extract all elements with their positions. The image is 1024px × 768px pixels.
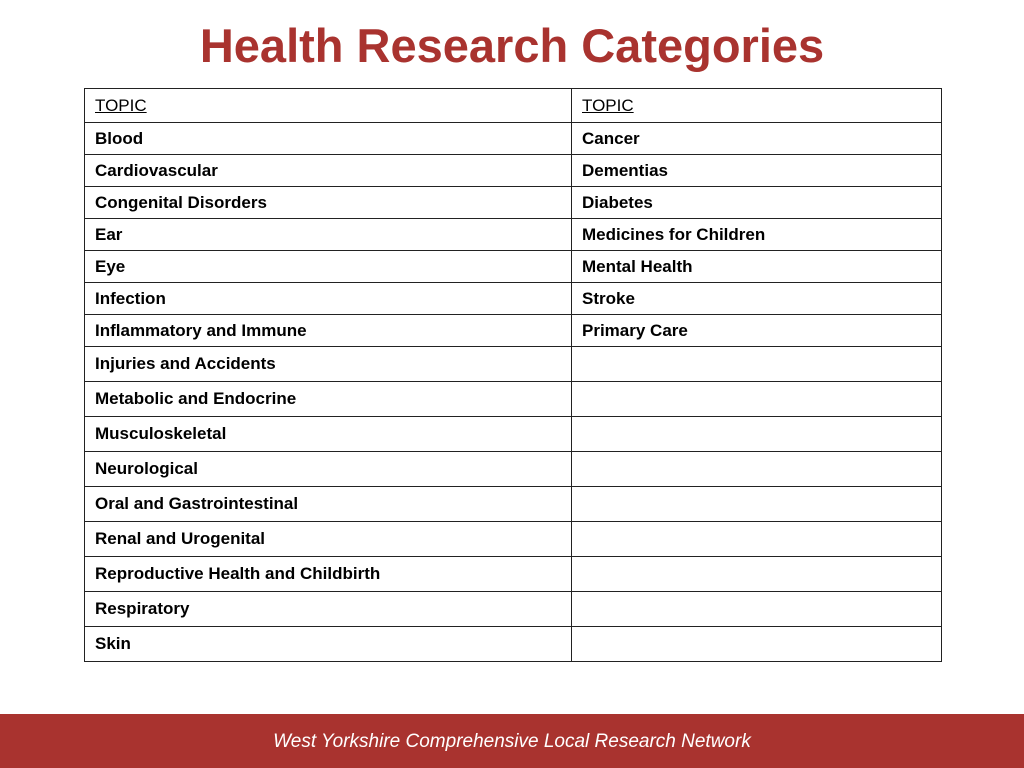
table-row [85, 219, 942, 251]
table-cell: Congenital Disorders [85, 187, 572, 219]
table-cell: Metabolic and Endocrine [85, 382, 572, 417]
table-cell: Injuries and Accidents [85, 347, 572, 382]
table-cell: Reproductive Health and Childbirth [85, 557, 572, 592]
table-row [85, 627, 942, 662]
table-cell: Infection [85, 283, 572, 315]
table-cell [572, 487, 942, 522]
table-cell: Skin [85, 627, 572, 662]
table-cell [572, 627, 942, 662]
table-header-row [85, 89, 942, 123]
table-cell: Renal and Urogenital [85, 522, 572, 557]
table-row [85, 557, 942, 592]
table-cell: Respiratory [85, 592, 572, 627]
table-row [85, 452, 942, 487]
table-cell [572, 452, 942, 487]
slide-title: Health Research Categories [199, 19, 825, 72]
column-header-topic-2: TOPIC [572, 89, 942, 123]
table-cell: Eye [85, 251, 572, 283]
table-cell: Dementias [572, 155, 942, 187]
table-cell [572, 522, 942, 557]
table-cell: Neurological [85, 452, 572, 487]
table-cell: Oral and Gastrointestinal [85, 487, 572, 522]
table-row [85, 522, 942, 557]
table-cell: Cardiovascular [85, 155, 572, 187]
table-cell: Blood [85, 123, 572, 155]
column-header-topic-1: TOPIC [85, 89, 572, 123]
table-row [85, 347, 942, 382]
table-row [85, 123, 942, 155]
topics-table [84, 88, 942, 662]
table-cell: Inflammatory and Immune [85, 315, 572, 347]
table-cell: Medicines for Children [572, 219, 942, 251]
table-cell: Musculoskeletal [85, 417, 572, 452]
table-cell [572, 382, 942, 417]
table-cell [572, 347, 942, 382]
table-cell: Stroke [572, 283, 942, 315]
table-row [85, 187, 942, 219]
table-row [85, 283, 942, 315]
table-cell: Ear [85, 219, 572, 251]
table-row [85, 251, 942, 283]
table-cell [572, 592, 942, 627]
table-cell: Diabetes [572, 187, 942, 219]
table-row [85, 592, 942, 627]
table-cell: Primary Care [572, 315, 942, 347]
table-cell [572, 557, 942, 592]
table-row [85, 417, 942, 452]
table-cell: Cancer [572, 123, 942, 155]
table-row [85, 315, 942, 347]
footer-text: West Yorkshire Comprehensive Local Research Network [273, 731, 751, 752]
table-cell [572, 417, 942, 452]
table-row [85, 487, 942, 522]
table-row [85, 155, 942, 187]
table-row [85, 382, 942, 417]
table-cell: Mental Health [572, 251, 942, 283]
